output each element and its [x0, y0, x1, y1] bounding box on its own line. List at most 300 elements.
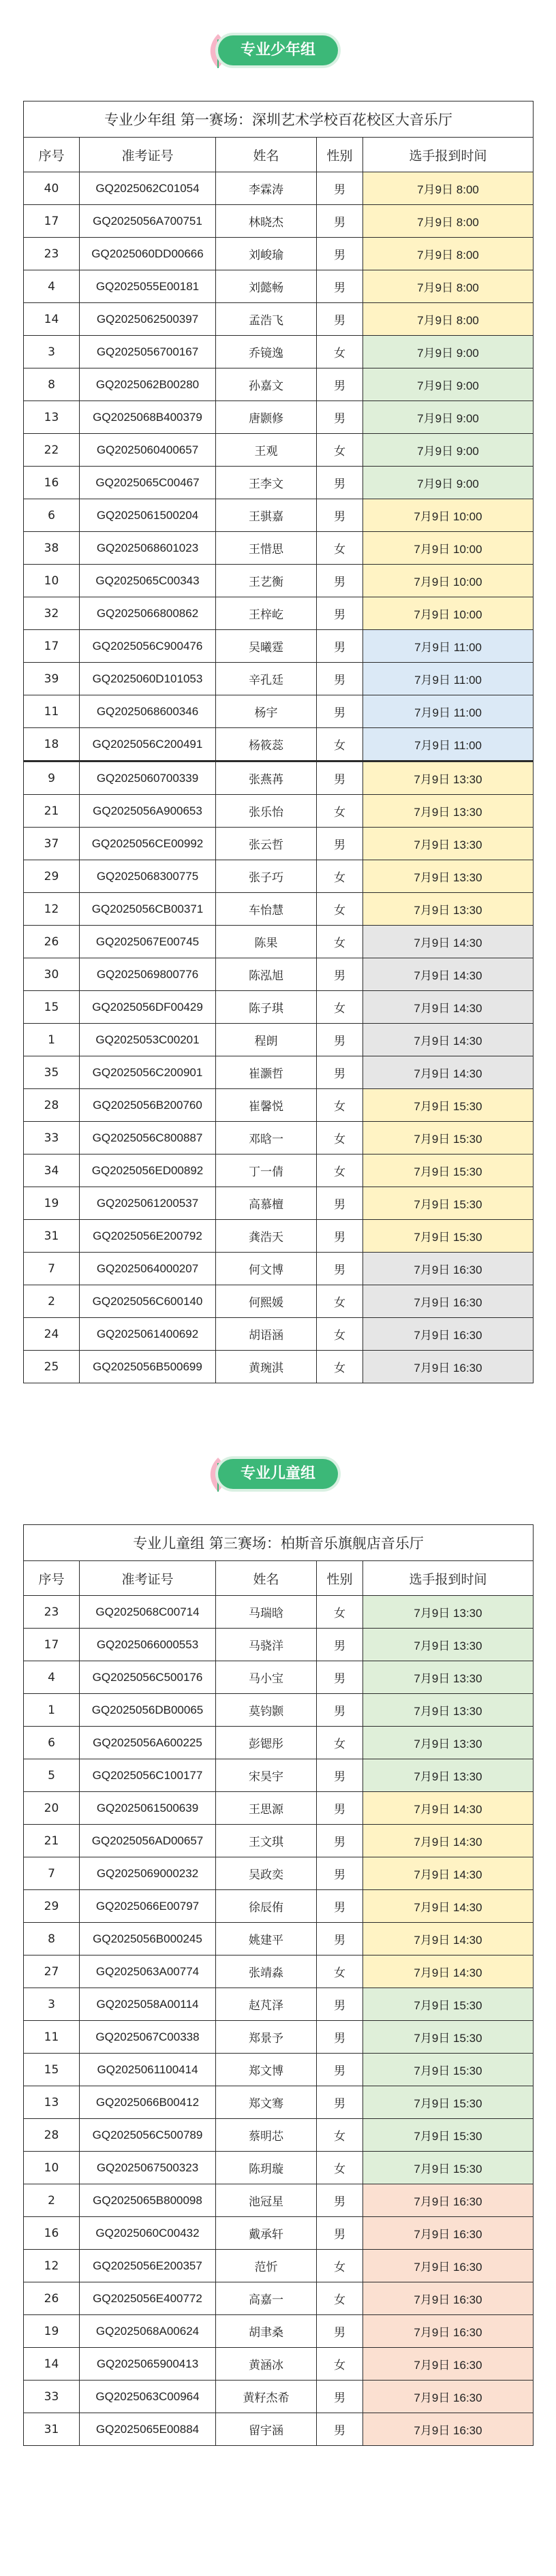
- cell-name: 张乐怡: [216, 795, 317, 828]
- cell-exam-id: GQ2025067500323: [80, 2152, 216, 2184]
- cell-seq: 31: [24, 1220, 80, 1253]
- cell-report-time: 7月9日 16:30: [363, 1253, 534, 1285]
- cell-sex: 女: [317, 728, 363, 761]
- cell-exam-id: GQ2025056C600140: [80, 1285, 216, 1318]
- cell-sex: 男: [317, 1253, 363, 1285]
- cell-seq: 5: [24, 1759, 80, 1792]
- cell-exam-id: GQ2025068601023: [80, 532, 216, 565]
- table-row: [24, 663, 534, 695]
- cell-exam-id: GQ2025056ED00892: [80, 1155, 216, 1187]
- cell-seq: 6: [24, 499, 80, 532]
- table-row: [24, 532, 534, 565]
- cell-name: 郑文骞: [216, 2086, 317, 2119]
- cell-name: 王艺衡: [216, 565, 317, 597]
- cell-name: 车怡慧: [216, 893, 317, 926]
- cell-name: 崔灏哲: [216, 1056, 317, 1089]
- cell-sex: 女: [317, 1318, 363, 1351]
- table-row: [24, 1792, 534, 1825]
- cell-name: 池冠星: [216, 2184, 317, 2217]
- table-row: [24, 958, 534, 991]
- cell-sex: 男: [317, 1187, 363, 1220]
- cell-name: 胡聿桑: [216, 2315, 317, 2348]
- cell-seq: 24: [24, 1318, 80, 1351]
- cell-sex: 男: [317, 565, 363, 597]
- table-row: [24, 860, 534, 893]
- cell-sex: 男: [317, 1923, 363, 1955]
- cell-report-time: 7月9日 13:30: [363, 1596, 534, 1629]
- table-row: [24, 368, 534, 401]
- table-row: [24, 1253, 534, 1285]
- cell-report-time: 7月9日 14:30: [363, 1056, 534, 1089]
- cell-sex: 男: [317, 597, 363, 630]
- cell-exam-id: GQ2025056DF00429: [80, 991, 216, 1024]
- table-row: [24, 828, 534, 860]
- cell-exam-id: GQ2025056A900653: [80, 795, 216, 828]
- section-badge-wrap: [0, 20, 556, 82]
- cell-name: 张靖淼: [216, 1955, 317, 1988]
- cell-name: 高嘉一: [216, 2282, 317, 2315]
- col-header-time: 选手报到时间: [363, 138, 534, 172]
- cell-exam-id: GQ2025055E00181: [80, 270, 216, 303]
- cell-name: 胡语涵: [216, 1318, 317, 1351]
- col-header-name: 姓名: [216, 1561, 317, 1596]
- section-badge: 专业少年组: [218, 35, 338, 65]
- cell-sex: 男: [317, 2086, 363, 2119]
- cell-sex: 男: [317, 1024, 363, 1056]
- cell-report-time: 7月9日 16:30: [363, 2217, 534, 2250]
- table-row: [24, 630, 534, 663]
- cell-exam-id: GQ2025061100414: [80, 2054, 216, 2086]
- cell-seq: 27: [24, 1955, 80, 1988]
- cell-seq: 1: [24, 1694, 80, 1727]
- table-row: [24, 238, 534, 270]
- table-row: [24, 1759, 534, 1792]
- cell-name: 林晓杰: [216, 205, 317, 238]
- cell-exam-id: GQ2025066800862: [80, 597, 216, 630]
- cell-exam-id: GQ2025056C200491: [80, 728, 216, 761]
- cell-seq: 8: [24, 368, 80, 401]
- cell-name: 郑景予: [216, 2021, 317, 2054]
- cell-report-time: 7月9日 13:30: [363, 1759, 534, 1792]
- cell-name: 张子巧: [216, 860, 317, 893]
- cell-exam-id: GQ2025056C800887: [80, 1122, 216, 1155]
- cell-sex: 男: [317, 499, 363, 532]
- cell-exam-id: GQ2025056C500789: [80, 2119, 216, 2152]
- cell-sex: 男: [317, 467, 363, 499]
- cell-report-time: 7月9日 13:30: [363, 1629, 534, 1661]
- cell-seq: 13: [24, 2086, 80, 2119]
- cell-sex: 女: [317, 532, 363, 565]
- cell-report-time: 7月9日 15:30: [363, 2054, 534, 2086]
- cell-name: 乔镜逸: [216, 336, 317, 368]
- table-row: [24, 695, 534, 728]
- cell-name: 杨筱蕊: [216, 728, 317, 761]
- cell-seq: 19: [24, 1187, 80, 1220]
- cell-report-time: 7月9日 14:30: [363, 1024, 534, 1056]
- table-row: [24, 1629, 534, 1661]
- cell-seq: 33: [24, 2381, 80, 2413]
- cell-sex: 女: [317, 2119, 363, 2152]
- cell-seq: 15: [24, 991, 80, 1024]
- cell-report-time: 7月9日 15:30: [363, 2152, 534, 2184]
- cell-exam-id: GQ2025056B000245: [80, 1923, 216, 1955]
- cell-report-time: 7月9日 14:30: [363, 1923, 534, 1955]
- table-row: [24, 434, 534, 467]
- cell-exam-id: GQ2025065C00467: [80, 467, 216, 499]
- cell-report-time: 7月9日 8:00: [363, 270, 534, 303]
- cell-sex: 男: [317, 828, 363, 860]
- section-badge: 专业儿童组: [218, 1459, 338, 1489]
- cell-report-time: 7月9日 9:00: [363, 401, 534, 434]
- cell-exam-id: GQ2025065E00884: [80, 2413, 216, 2446]
- cell-exam-id: GQ2025060C00432: [80, 2217, 216, 2250]
- cell-name: 陈子琪: [216, 991, 317, 1024]
- table-row: [24, 499, 534, 532]
- table-row: [24, 1988, 534, 2021]
- cell-sex: 男: [317, 1825, 363, 1857]
- schedule-table: [23, 1524, 534, 2446]
- table-row: [24, 336, 534, 368]
- cell-sex: 男: [317, 205, 363, 238]
- cell-seq: 10: [24, 2152, 80, 2184]
- cell-seq: 29: [24, 860, 80, 893]
- cell-sex: 男: [317, 2184, 363, 2217]
- cell-sex: 男: [317, 1759, 363, 1792]
- table-row: [24, 1155, 534, 1187]
- cell-report-time: 7月9日 16:30: [363, 2184, 534, 2217]
- cell-name: 留宇涵: [216, 2413, 317, 2446]
- cell-report-time: 7月9日 11:00: [363, 728, 534, 761]
- cell-name: 黄籽杰希: [216, 2381, 317, 2413]
- cell-name: 莫钧颢: [216, 1694, 317, 1727]
- cell-name: 戴承轩: [216, 2217, 317, 2250]
- cell-seq: 14: [24, 2348, 80, 2381]
- table-row: [24, 2184, 534, 2217]
- cell-seq: 29: [24, 1890, 80, 1923]
- cell-seq: 11: [24, 695, 80, 728]
- table-row: [24, 2250, 534, 2282]
- table-row: [24, 893, 534, 926]
- cell-sex: 男: [317, 303, 363, 336]
- cell-sex: 女: [317, 926, 363, 958]
- cell-name: 陈果: [216, 926, 317, 958]
- table-row: [24, 1122, 534, 1155]
- cell-report-time: 7月9日 9:00: [363, 434, 534, 467]
- cell-sex: 男: [317, 1694, 363, 1727]
- cell-report-time: 7月9日 8:00: [363, 172, 534, 205]
- cell-name: 范忻: [216, 2250, 317, 2282]
- cell-sex: 女: [317, 2152, 363, 2184]
- cell-report-time: 7月9日 8:00: [363, 205, 534, 238]
- cell-report-time: 7月9日 16:30: [363, 2315, 534, 2348]
- cell-exam-id: GQ2025056B200760: [80, 1089, 216, 1122]
- cell-name: 孙嘉文: [216, 368, 317, 401]
- cell-exam-id: GQ2025056C500176: [80, 1661, 216, 1694]
- cell-name: 吴曦霆: [216, 630, 317, 663]
- cell-seq: 26: [24, 2282, 80, 2315]
- table-row: [24, 2282, 534, 2315]
- cell-seq: 32: [24, 597, 80, 630]
- cell-seq: 22: [24, 434, 80, 467]
- cell-seq: 18: [24, 728, 80, 761]
- cell-name: 何文博: [216, 1253, 317, 1285]
- cell-name: 赵芃泽: [216, 1988, 317, 2021]
- cell-sex: 男: [317, 2315, 363, 2348]
- cell-name: 程朗: [216, 1024, 317, 1056]
- cell-name: 黄涵冰: [216, 2348, 317, 2381]
- cell-seq: 2: [24, 1285, 80, 1318]
- cell-exam-id: GQ2025062B00280: [80, 368, 216, 401]
- cell-name: 刘峻瑜: [216, 238, 317, 270]
- cell-exam-id: GQ2025056B500699: [80, 1351, 216, 1383]
- cell-sex: 男: [317, 1890, 363, 1923]
- cell-sex: 男: [317, 2217, 363, 2250]
- cell-report-time: 7月9日 8:00: [363, 303, 534, 336]
- cell-report-time: 7月9日 13:30: [363, 1661, 534, 1694]
- table-row: [24, 2217, 534, 2250]
- cell-name: 马瑞晗: [216, 1596, 317, 1629]
- cell-report-time: 7月9日 16:30: [363, 2250, 534, 2282]
- table-row: [24, 795, 534, 828]
- cell-exam-id: GQ2025061500204: [80, 499, 216, 532]
- cell-sex: 男: [317, 1792, 363, 1825]
- section-badge-wrap: [0, 1444, 556, 1505]
- cell-report-time: 7月9日 15:30: [363, 1988, 534, 2021]
- cell-seq: 33: [24, 1122, 80, 1155]
- cell-report-time: 7月9日 11:00: [363, 695, 534, 728]
- cell-name: 陈玥璇: [216, 2152, 317, 2184]
- cell-sex: 男: [317, 270, 363, 303]
- cell-name: 邓晗一: [216, 1122, 317, 1155]
- cell-sex: 女: [317, 1351, 363, 1383]
- cell-sex: 男: [317, 238, 363, 270]
- cell-exam-id: GQ2025060DD00666: [80, 238, 216, 270]
- cell-exam-id: GQ2025065B800098: [80, 2184, 216, 2217]
- cell-sex: 女: [317, 2250, 363, 2282]
- cell-exam-id: GQ2025056C100177: [80, 1759, 216, 1792]
- table-row: [24, 1727, 534, 1759]
- cell-name: 姚建平: [216, 1923, 317, 1955]
- schedule-table: [23, 101, 534, 1383]
- table-row: [24, 172, 534, 205]
- cell-seq: 7: [24, 1253, 80, 1285]
- table-row: [24, 2413, 534, 2446]
- cell-name: 龚浩天: [216, 1220, 317, 1253]
- table-row: [24, 1661, 534, 1694]
- cell-sex: 男: [317, 172, 363, 205]
- cell-seq: 7: [24, 1857, 80, 1890]
- cell-seq: 12: [24, 2250, 80, 2282]
- table-row: [24, 303, 534, 336]
- cell-exam-id: GQ2025058A00114: [80, 1988, 216, 2021]
- cell-exam-id: GQ2025063C00964: [80, 2381, 216, 2413]
- col-header-sex: 性别: [317, 138, 363, 172]
- table-row: [24, 597, 534, 630]
- table-row: [24, 205, 534, 238]
- cell-report-time: 7月9日 16:30: [363, 2413, 534, 2446]
- cell-exam-id: GQ2025056AD00657: [80, 1825, 216, 1857]
- cell-seq: 23: [24, 1596, 80, 1629]
- cell-exam-id: GQ2025060400657: [80, 434, 216, 467]
- cell-seq: 17: [24, 205, 80, 238]
- cell-name: 辛孔廷: [216, 663, 317, 695]
- cell-exam-id: GQ2025069000232: [80, 1857, 216, 1890]
- cell-sex: 男: [317, 2054, 363, 2086]
- cell-sex: 女: [317, 893, 363, 926]
- col-header-id: 准考证号: [80, 1561, 216, 1596]
- table-body: [24, 1596, 534, 2446]
- table-row: [24, 2054, 534, 2086]
- cell-exam-id: GQ2025060D101053: [80, 663, 216, 695]
- cell-seq: 30: [24, 958, 80, 991]
- cell-seq: 2: [24, 2184, 80, 2217]
- col-header-no: 序号: [24, 138, 80, 172]
- cell-sex: 男: [317, 1988, 363, 2021]
- cell-exam-id: GQ2025066B00412: [80, 2086, 216, 2119]
- cell-report-time: 7月9日 9:00: [363, 368, 534, 401]
- cell-seq: 39: [24, 663, 80, 695]
- cell-sex: 女: [317, 860, 363, 893]
- cell-exam-id: GQ2025056E200792: [80, 1220, 216, 1253]
- cell-exam-id: GQ2025066E00797: [80, 1890, 216, 1923]
- cell-seq: 11: [24, 2021, 80, 2054]
- cell-exam-id: GQ2025065900413: [80, 2348, 216, 2381]
- cell-sex: 男: [317, 1629, 363, 1661]
- cell-exam-id: GQ2025056A600225: [80, 1727, 216, 1759]
- cell-name: 丁一倩: [216, 1155, 317, 1187]
- cell-report-time: 7月9日 14:30: [363, 1792, 534, 1825]
- cell-report-time: 7月9日 13:30: [363, 761, 534, 795]
- cell-exam-id: GQ2025066000553: [80, 1629, 216, 1661]
- cell-report-time: 7月9日 15:30: [363, 1220, 534, 1253]
- cell-exam-id: GQ2025061200537: [80, 1187, 216, 1220]
- cell-seq: 16: [24, 2217, 80, 2250]
- cell-seq: 23: [24, 238, 80, 270]
- cell-name: 马骁洋: [216, 1629, 317, 1661]
- cell-exam-id: GQ2025056E400772: [80, 2282, 216, 2315]
- cell-seq: 21: [24, 1825, 80, 1857]
- cell-sex: 男: [317, 401, 363, 434]
- cell-report-time: 7月9日 13:30: [363, 893, 534, 926]
- cell-exam-id: GQ2025068B400379: [80, 401, 216, 434]
- cell-report-time: 7月9日 14:30: [363, 1857, 534, 1890]
- cell-report-time: 7月9日 14:30: [363, 1825, 534, 1857]
- cell-exam-id: GQ2025068300775: [80, 860, 216, 893]
- cell-sex: 男: [317, 1220, 363, 1253]
- col-header-time: 选手报到时间: [363, 1561, 534, 1596]
- cell-name: 王李文: [216, 467, 317, 499]
- cell-report-time: 7月9日 13:30: [363, 828, 534, 860]
- cell-report-time: 7月9日 15:30: [363, 1155, 534, 1187]
- cell-seq: 9: [24, 761, 80, 795]
- cell-report-time: 7月9日 14:30: [363, 958, 534, 991]
- cell-exam-id: GQ2025053C00201: [80, 1024, 216, 1056]
- cell-exam-id: GQ2025062C01054: [80, 172, 216, 205]
- cell-sex: 男: [317, 368, 363, 401]
- cell-name: 王思源: [216, 1792, 317, 1825]
- cell-sex: 男: [317, 663, 363, 695]
- table-row: [24, 1318, 534, 1351]
- cell-sex: 男: [317, 630, 363, 663]
- cell-seq: 1: [24, 1024, 80, 1056]
- cell-sex: 男: [317, 761, 363, 795]
- cell-name: 高慕檀: [216, 1187, 317, 1220]
- table-title: 专业少年组 第一赛场：深圳艺术学校百花校区大音乐厅: [24, 101, 534, 138]
- table-row: [24, 467, 534, 499]
- cell-seq: 17: [24, 1629, 80, 1661]
- cell-name: 王骐嘉: [216, 499, 317, 532]
- table-row: [24, 1024, 534, 1056]
- cell-sex: 女: [317, 2348, 363, 2381]
- cell-report-time: 7月9日 13:30: [363, 860, 534, 893]
- cell-name: 李霖涛: [216, 172, 317, 205]
- cell-report-time: 7月9日 11:00: [363, 663, 534, 695]
- cell-seq: 3: [24, 1988, 80, 2021]
- table-row: [24, 2119, 534, 2152]
- cell-exam-id: GQ2025067E00745: [80, 926, 216, 958]
- cell-report-time: 7月9日 10:00: [363, 597, 534, 630]
- cell-name: 王文琪: [216, 1825, 317, 1857]
- cell-seq: 13: [24, 401, 80, 434]
- cell-report-time: 7月9日 13:30: [363, 1694, 534, 1727]
- table-row: [24, 1955, 534, 1988]
- cell-report-time: 7月9日 16:30: [363, 1318, 534, 1351]
- cell-name: 王梓屹: [216, 597, 317, 630]
- cell-exam-id: GQ2025056E200357: [80, 2250, 216, 2282]
- cell-report-time: 7月9日 16:30: [363, 2381, 534, 2413]
- cell-report-time: 7月9日 8:00: [363, 238, 534, 270]
- cell-name: 宋昊宇: [216, 1759, 317, 1792]
- table-row: [24, 1089, 534, 1122]
- cell-name: 杨宇: [216, 695, 317, 728]
- cell-report-time: 7月9日 16:30: [363, 1351, 534, 1383]
- cell-seq: 20: [24, 1792, 80, 1825]
- cell-sex: 男: [317, 2413, 363, 2446]
- cell-sex: 女: [317, 795, 363, 828]
- cell-exam-id: GQ2025062500397: [80, 303, 216, 336]
- table-row: [24, 270, 534, 303]
- cell-exam-id: GQ2025069800776: [80, 958, 216, 991]
- cell-name: 刘懿畅: [216, 270, 317, 303]
- cell-name: 王观: [216, 434, 317, 467]
- cell-seq: 37: [24, 828, 80, 860]
- table-row: [24, 2348, 534, 2381]
- cell-exam-id: GQ2025068A00624: [80, 2315, 216, 2348]
- cell-seq: 28: [24, 1089, 80, 1122]
- col-header-sex: 性别: [317, 1561, 363, 1596]
- cell-sex: 女: [317, 1122, 363, 1155]
- cell-seq: 8: [24, 1923, 80, 1955]
- table-row: [24, 1220, 534, 1253]
- cell-report-time: 7月9日 15:30: [363, 1122, 534, 1155]
- cell-seq: 34: [24, 1155, 80, 1187]
- cell-name: 孟浩飞: [216, 303, 317, 336]
- cell-exam-id: GQ2025061400692: [80, 1318, 216, 1351]
- cell-seq: 14: [24, 303, 80, 336]
- cell-report-time: 7月9日 15:30: [363, 2119, 534, 2152]
- cell-seq: 38: [24, 532, 80, 565]
- cell-exam-id: GQ2025063A00774: [80, 1955, 216, 1988]
- cell-seq: 19: [24, 2315, 80, 2348]
- cell-sex: 女: [317, 1155, 363, 1187]
- cell-seq: 3: [24, 336, 80, 368]
- cell-name: 徐辰侑: [216, 1890, 317, 1923]
- cell-seq: 16: [24, 467, 80, 499]
- cell-sex: 女: [317, 1596, 363, 1629]
- cell-report-time: 7月9日 15:30: [363, 2021, 534, 2054]
- table-row: [24, 2315, 534, 2348]
- table-row: [24, 2152, 534, 2184]
